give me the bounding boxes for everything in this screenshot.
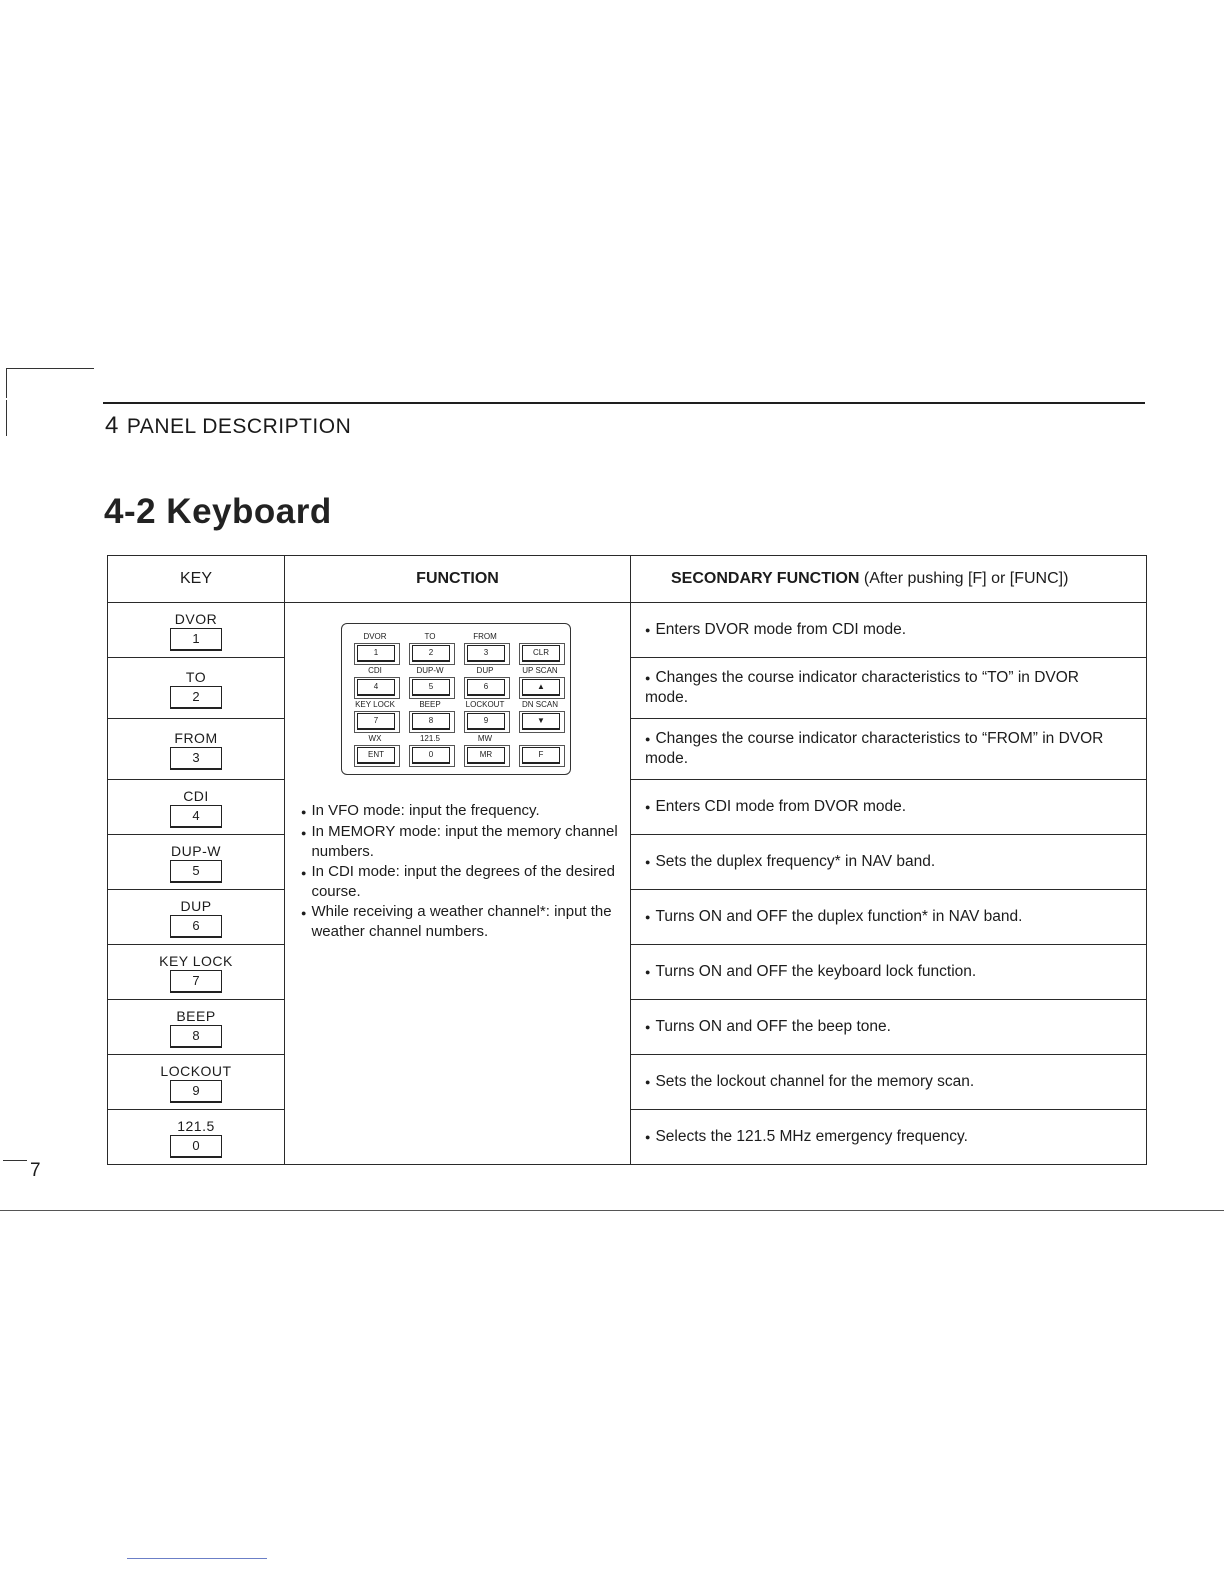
secondary-function-cell — [631, 1000, 1147, 1055]
keypad-key: 4 — [357, 679, 395, 696]
keypad-key: 1 — [357, 645, 395, 662]
keypad-key: 7 — [357, 713, 395, 730]
keypad-key: ▲ — [522, 679, 560, 696]
secondary-function-text: Sets the duplex frequency* in NAV band. — [655, 853, 936, 871]
bullet-icon: ● — [645, 1076, 651, 1087]
key-cell — [108, 603, 285, 658]
key-button: 1 — [170, 628, 222, 651]
column-header-secondary — [631, 556, 1147, 603]
keypad-key: 9 — [467, 713, 505, 730]
keypad-label: DUP-W — [416, 666, 444, 675]
keyboard-table — [107, 555, 1147, 1165]
key-cell — [108, 1000, 285, 1055]
key-button: 8 — [170, 1025, 222, 1048]
secondary-function-text: Changes the course indicator characteristics to “FROM” in DVOR mode. — [645, 730, 1104, 768]
keypad-key: 3 — [467, 645, 505, 662]
key-button: 4 — [170, 805, 222, 828]
keypad-label: LOCKOUT — [465, 700, 505, 709]
bottom-rule — [0, 1210, 1224, 1211]
secondary-function-cell — [631, 835, 1147, 890]
bullet-icon: ● — [301, 828, 307, 838]
secondary-function-text: Turns ON and OFF the beep tone. — [655, 1018, 891, 1036]
secondary-header-note: (After pushing [F] or [FUNC]) — [863, 570, 1069, 587]
keypad-label: 121.5 — [419, 734, 441, 743]
secondary-function-cell — [631, 603, 1147, 658]
key-button: 7 — [170, 970, 222, 993]
secondary-function-cell — [631, 658, 1147, 719]
key-button: 6 — [170, 915, 222, 938]
keypad-label: FROM — [473, 632, 497, 641]
keypad-label: CDI — [368, 666, 382, 675]
function-item-text: In MEMORY mode: input the memory channel numbers. — [311, 823, 618, 860]
bullet-icon: ● — [645, 1021, 651, 1032]
function-item — [301, 862, 621, 902]
key-button: 5 — [170, 860, 222, 883]
keypad-key: CLR — [522, 645, 560, 662]
keypad-key: ▼ — [522, 713, 560, 730]
key-button: 3 — [170, 747, 222, 770]
margin-mark-horizontal — [6, 368, 94, 369]
key-cell — [108, 1110, 285, 1165]
keypad-label: DN SCAN — [521, 700, 558, 709]
keypad-label: BEEP — [419, 700, 441, 709]
keypad-key: MR — [467, 747, 505, 764]
secondary-function-cell — [631, 1055, 1147, 1110]
bullet-icon: ● — [645, 733, 651, 744]
table-row — [108, 603, 1147, 658]
function-item-text: In VFO mode: input the frequency. — [311, 802, 540, 819]
key-button: 0 — [170, 1135, 222, 1158]
keypad-label: WX — [368, 734, 382, 743]
keypad-key: 5 — [412, 679, 450, 696]
margin-mark-vertical — [6, 368, 7, 398]
column-header-function: FUNCTION — [285, 556, 631, 603]
key-label: DUP-W — [171, 843, 221, 859]
secondary-function-text: Enters DVOR mode from CDI mode. — [655, 621, 907, 639]
keypad-key: F — [522, 747, 560, 764]
margin-mark-vertical — [6, 400, 7, 436]
key-cell — [108, 835, 285, 890]
bullet-icon: ● — [645, 856, 651, 867]
function-item — [301, 822, 621, 862]
bullet-icon: ● — [301, 807, 307, 817]
function-item-text: In CDI mode: input the degrees of the desired course. — [311, 863, 615, 900]
keypad-key: 6 — [467, 679, 505, 696]
bullet-icon: ● — [301, 868, 307, 878]
keypad-label: UP SCAN — [522, 666, 558, 675]
key-cell — [108, 1055, 285, 1110]
function-item — [301, 801, 621, 822]
table-header-row — [108, 556, 1147, 603]
key-label: LOCKOUT — [160, 1063, 232, 1079]
page-title: 4-2 Keyboard — [104, 492, 332, 531]
keypad-key: ENT — [357, 747, 395, 764]
secondary-function-text: Sets the lockout channel for the memory scan. — [655, 1073, 975, 1091]
secondary-function-cell — [631, 890, 1147, 945]
bullet-icon: ● — [645, 801, 651, 812]
secondary-header-bold: SECONDARY FUNCTION — [671, 570, 860, 587]
bullet-icon: ● — [645, 911, 651, 922]
key-button: 9 — [170, 1080, 222, 1103]
section-number: 4 — [105, 412, 119, 439]
page-tick — [3, 1160, 27, 1161]
key-label: BEEP — [176, 1008, 216, 1024]
function-item — [301, 902, 621, 942]
keypad-key: 8 — [412, 713, 450, 730]
keypad-label: DVOR — [363, 632, 387, 641]
function-cell — [285, 603, 631, 1165]
link-underline — [127, 1558, 267, 1559]
keypad-label: KEY LOCK — [355, 700, 395, 709]
key-cell — [108, 890, 285, 945]
keypad-key: 0 — [412, 747, 450, 764]
secondary-function-text: Changes the course indicator characteristics to “TO” in DVOR mode. — [645, 669, 1079, 707]
secondary-function-cell — [631, 719, 1147, 780]
key-label: CDI — [183, 788, 209, 804]
secondary-function-text: Turns ON and OFF the duplex function* in NAV band. — [655, 908, 1023, 926]
section-heading — [105, 412, 351, 440]
function-item-text: While receiving a weather channel*: input the weather channel numbers. — [311, 903, 612, 940]
secondary-function-cell — [631, 780, 1147, 835]
function-description — [301, 801, 621, 942]
key-button: 2 — [170, 686, 222, 709]
secondary-function-text: Turns ON and OFF the keyboard lock function. — [655, 963, 977, 981]
section-title: PANEL DESCRIPTION — [126, 415, 352, 438]
secondary-function-text: Selects the 121.5 MHz emergency frequency. — [655, 1128, 968, 1146]
bullet-icon: ● — [645, 624, 651, 635]
key-cell — [108, 945, 285, 1000]
key-cell — [108, 780, 285, 835]
key-label: FROM — [174, 730, 218, 746]
keypad-key: 2 — [412, 645, 450, 662]
key-label: TO — [185, 669, 207, 685]
bullet-icon: ● — [645, 966, 651, 977]
bullet-icon: ● — [301, 908, 307, 918]
bullet-icon: ● — [645, 1131, 651, 1142]
key-cell — [108, 719, 285, 780]
header-rule — [103, 402, 1145, 404]
keypad-label: TO — [424, 632, 436, 641]
page-number: 7 — [30, 1160, 41, 1181]
key-label: DVOR — [174, 611, 218, 627]
secondary-function-text: Enters CDI mode from DVOR mode. — [655, 798, 907, 816]
key-cell — [108, 658, 285, 719]
column-header-key: KEY — [108, 556, 285, 603]
key-label: KEY LOCK — [159, 953, 233, 969]
secondary-function-cell — [631, 945, 1147, 1000]
key-label: DUP — [180, 898, 212, 914]
keypad-label: DUP — [476, 666, 494, 675]
table-body — [108, 603, 1147, 1165]
secondary-function-cell — [631, 1110, 1147, 1165]
keypad-illustration — [341, 623, 571, 775]
keypad-label: MW — [477, 734, 493, 743]
key-label: 121.5 — [177, 1118, 215, 1134]
bullet-icon: ● — [645, 672, 651, 683]
